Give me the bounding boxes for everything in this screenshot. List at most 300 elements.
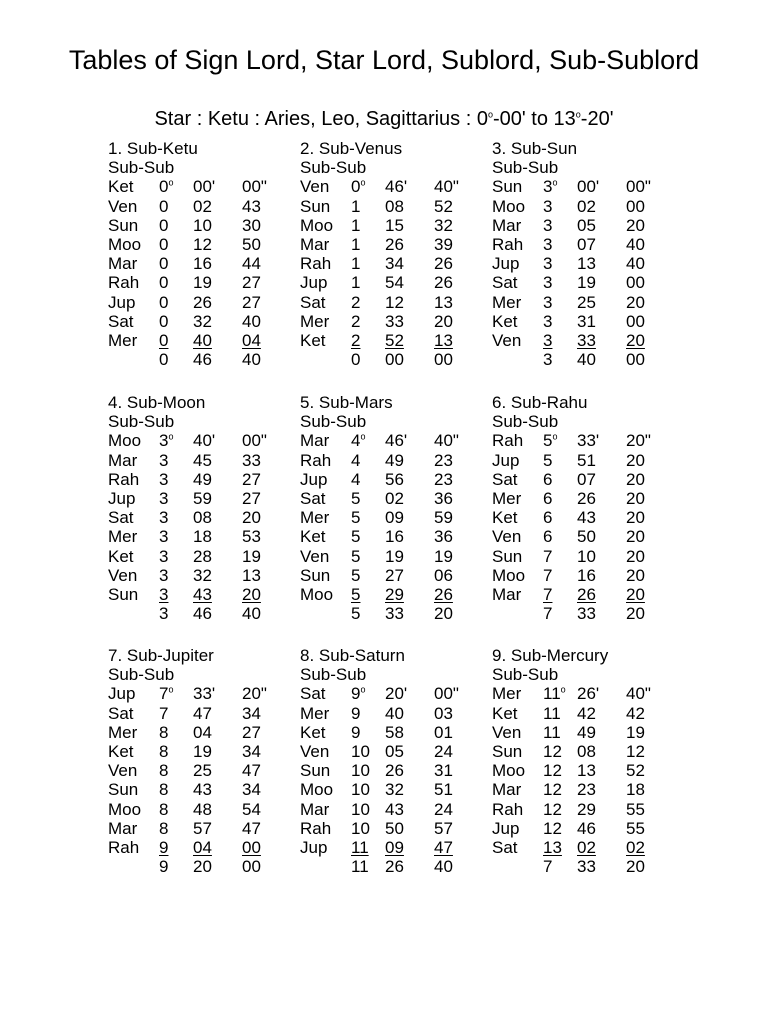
planet-cell: Sun [108,215,139,235]
degrees-cell [159,177,173,196]
table-row [300,293,485,312]
sub-table [108,393,293,623]
table-row [492,780,677,799]
planet-cell: Ven [300,177,330,197]
table-row [492,742,677,761]
seconds-cell: 50 [242,234,261,254]
seconds-cell: 40 [626,254,645,274]
table-row [108,312,293,331]
minutes-cell: 46 [193,350,212,370]
seconds-cell: 12 [626,741,645,761]
degrees-cell: 3 [159,469,169,489]
degrees-cell [351,684,365,703]
minutes-cell: 49 [577,722,596,742]
total-row [300,604,485,623]
seconds-cell: 13 [434,292,453,312]
degrees-cell: 10 [351,761,370,781]
seconds-cell: 23 [434,469,453,489]
table-row [492,331,677,350]
degree-symbol: o [487,109,493,120]
planet-cell: Ven [492,722,522,742]
table-row [492,254,677,273]
planet-cell: Mer [300,311,330,331]
table-row [108,177,293,196]
minutes-cell: 46 [193,604,212,624]
degrees-value: 4 [351,431,361,451]
minutes-cell: 07 [577,469,596,489]
table-row [300,566,485,585]
minutes-cell: 26' [577,684,600,704]
seconds-cell: 20" [242,684,267,704]
planet-cell: Sun [300,761,331,781]
degrees-cell [159,684,173,703]
table-row [108,451,293,470]
degrees-value: 9 [351,684,361,704]
sub-sub-label: Sub-Sub [492,665,559,685]
subtitle-prefix: Star : Ketu : Aries, Leo, Sagittarius : 0 [154,108,488,130]
seconds-cell: 20 [626,450,645,470]
seconds-cell: 13 [242,565,261,585]
minutes-cell: 26 [577,584,596,604]
degrees-cell: 2 [351,311,361,331]
degrees-cell: 5 [351,584,361,604]
minutes-cell: 40 [385,703,404,723]
planet-cell: Jup [492,254,520,274]
minutes-cell: 08 [577,741,596,761]
seconds-cell: 44 [242,254,261,274]
minutes-cell: 33 [577,604,596,624]
seconds-cell: 00 [626,196,645,216]
planet-cell: Moo [108,431,142,451]
minutes-cell: 29 [577,799,596,819]
planet-cell: Mar [108,254,138,274]
seconds-cell: 26 [434,273,453,293]
degrees-cell: 9 [351,722,361,742]
table-row [300,470,485,489]
table-row [108,197,293,216]
planet-cell: Rah [492,431,524,451]
table-row [492,470,677,489]
seconds-cell: 00" [242,431,267,451]
seconds-cell: 20 [242,584,261,604]
table-row [108,742,293,761]
seconds-cell: 40 [434,857,453,877]
seconds-cell: 20 [626,527,645,547]
minutes-cell: 02 [577,196,596,216]
planet-cell: Mar [300,799,330,819]
planet-cell: Jup [492,450,520,470]
degrees-cell: 3 [159,527,169,547]
degrees-cell: 12 [543,761,562,781]
table-row [108,800,293,819]
planet-cell: Ket [108,177,134,197]
minutes-cell: 34 [385,254,404,274]
table-row [108,431,293,450]
table-row [108,331,293,350]
seconds-cell: 51 [434,780,453,800]
table-row [300,254,485,273]
minutes-cell: 43 [577,508,596,528]
minutes-cell: 59 [193,488,212,508]
table-row [300,780,485,799]
minutes-cell: 09 [385,837,404,857]
degrees-cell [351,431,365,450]
table-row [300,585,485,604]
seconds-cell: 59 [434,508,453,528]
planet-cell: Jup [300,837,328,857]
planet-cell: Ket [492,508,518,528]
minutes-cell: 33 [577,330,596,350]
seconds-cell: 40 [242,604,261,624]
degrees-cell: 3 [543,254,553,274]
table-row [492,197,677,216]
sub-table-title: 8. Sub-Saturn [300,646,405,665]
planet-cell: Rah [300,254,332,274]
table-row [108,780,293,799]
seconds-cell: 31 [434,761,453,781]
degrees-cell: 3 [159,508,169,528]
degrees-cell: 0 [159,330,169,350]
minutes-cell: 04 [193,722,212,742]
minutes-cell: 08 [385,196,404,216]
sub-table [492,139,677,369]
minutes-cell: 20' [385,684,408,704]
minutes-cell: 02 [193,196,212,216]
minutes-cell: 19 [193,273,212,293]
planet-cell: Mar [492,780,522,800]
minutes-cell: 00' [577,177,600,197]
sub-table-title: 4. Sub-Moon [108,393,206,412]
sub-table [300,139,485,369]
degrees-cell [159,431,173,450]
degrees-value: 3 [543,177,553,197]
planet-cell: Mer [108,330,138,350]
seconds-cell: 00 [626,311,645,331]
seconds-cell: 39 [434,234,453,254]
table-row [300,761,485,780]
sub-table [300,393,485,623]
seconds-cell: 00 [626,350,645,370]
minutes-cell: 43 [193,584,212,604]
planet-cell: Ven [108,196,138,216]
minutes-cell: 33' [193,684,216,704]
degrees-cell: 11 [543,722,561,742]
degrees-cell: 0 [159,311,169,331]
degrees-cell: 3 [543,215,553,235]
seconds-cell: 00 [242,837,261,857]
seconds-cell: 00 [242,857,261,877]
degrees-value: 3 [159,431,169,451]
planet-cell: Moo [492,761,526,781]
table-row [300,331,485,350]
seconds-cell: 34 [242,703,261,723]
sub-sub-label: Sub-Sub [300,665,367,685]
table-row [300,527,485,546]
minutes-cell: 33' [577,431,600,451]
minutes-cell: 10 [193,215,212,235]
seconds-cell: 02 [626,837,645,857]
planet-cell: Sun [300,196,331,216]
seconds-cell: 13 [434,330,453,350]
degrees-cell: 3 [159,565,169,585]
seconds-cell: 40" [626,684,651,704]
minutes-cell: 45 [193,450,212,470]
seconds-cell: 20 [626,604,645,624]
sub-table-title: 2. Sub-Venus [300,139,403,158]
degree-symbol: o [360,431,366,442]
degrees-cell: 3 [543,234,553,254]
planet-cell: Mar [492,584,522,604]
planet-cell: Moo [108,234,142,254]
seconds-cell: 00 [434,350,453,370]
table-row [300,838,485,857]
minutes-cell: 26 [577,488,596,508]
table-row [108,684,293,703]
table-row [492,838,677,857]
table-row [492,235,677,254]
planet-cell: Mer [492,292,522,312]
sub-table-title: 1. Sub-Ketu [108,139,198,158]
sub-table [300,646,485,876]
degrees-cell: 8 [159,799,169,819]
seconds-cell: 20 [626,469,645,489]
minutes-cell: 02 [385,488,404,508]
table-row [108,254,293,273]
planet-cell: Ven [300,546,330,566]
table-row [492,312,677,331]
degrees-cell: 5 [543,450,553,470]
minutes-cell: 05 [577,215,596,235]
degrees-cell: 9 [351,703,361,723]
planet-cell: Mer [300,703,330,723]
star-subtitle [0,105,768,133]
degrees-cell: 1 [351,196,361,216]
minutes-cell: 27 [385,565,404,585]
minutes-cell: 04 [193,837,212,857]
sub-sub-label: Sub-Sub [108,158,175,178]
degrees-cell [543,177,557,196]
table-row [492,723,677,742]
table-row [108,838,293,857]
sub-table-title: 6. Sub-Rahu [492,393,588,412]
seconds-cell: 00 [626,273,645,293]
sub-sub-label: Sub-Sub [300,158,367,178]
table-row [300,273,485,292]
table-row [300,451,485,470]
minutes-cell: 26 [385,761,404,781]
planet-cell: Rah [108,273,140,293]
subtitle-middle: -00' to 13 [493,108,576,130]
table-row [108,216,293,235]
degrees-cell: 1 [351,273,361,293]
sub-table-title: 3. Sub-Sun [492,139,578,158]
degrees-cell: 9 [159,857,169,877]
planet-cell: Mer [108,722,138,742]
page-title: Tables of Sign Lord, Star Lord, Sublord, Sub-Sublord [68,45,700,75]
seconds-cell: 40" [434,177,459,197]
table-row [108,704,293,723]
table-row [300,819,485,838]
minutes-cell: 05 [385,741,404,761]
table-row [300,216,485,235]
minutes-cell: 54 [385,273,404,293]
seconds-cell: 00" [242,177,267,197]
planet-cell: Rah [108,469,140,489]
degree-symbol: o [552,431,558,442]
planet-cell: Ket [492,703,518,723]
sub-table [492,646,677,876]
minutes-cell: 29 [385,584,404,604]
minutes-cell: 19 [385,546,404,566]
table-row [300,723,485,742]
seconds-cell: 55 [626,799,645,819]
degrees-cell: 7 [543,565,553,585]
minutes-cell: 49 [193,469,212,489]
table-row [492,585,677,604]
planet-cell: Mer [300,508,330,528]
minutes-cell: 25 [193,761,212,781]
degrees-cell: 7 [543,546,553,566]
table-row [300,312,485,331]
degree-symbol: o [168,177,174,188]
table-row [108,723,293,742]
table-row [108,527,293,546]
seconds-cell: 55 [626,818,645,838]
minutes-cell: 50 [385,818,404,838]
table-row [300,508,485,527]
minutes-cell: 48 [193,799,212,819]
planet-cell: Sat [492,273,518,293]
degrees-cell: 5 [351,546,361,566]
minutes-cell: 46 [577,818,596,838]
sub-sub-label: Sub-Sub [492,412,559,432]
minutes-cell: 51 [577,450,596,470]
planet-cell: Ket [300,722,326,742]
planet-cell: Sat [492,469,518,489]
planet-cell: Sat [300,488,326,508]
degrees-cell [351,177,365,196]
degrees-cell: 0 [159,196,169,216]
degrees-value: 0 [159,177,169,197]
seconds-cell: 52 [434,196,453,216]
minutes-cell: 43 [385,799,404,819]
table-row [300,489,485,508]
seconds-cell: 20 [626,488,645,508]
minutes-cell: 56 [385,469,404,489]
seconds-cell: 40 [242,350,261,370]
minutes-cell: 00' [193,177,216,197]
minutes-cell: 28 [193,546,212,566]
seconds-cell: 01 [434,722,453,742]
seconds-cell: 19 [242,546,261,566]
table-row [300,704,485,723]
planet-cell: Ven [492,330,522,350]
seconds-cell: 19 [434,546,453,566]
total-row [108,604,293,623]
planet-cell: Moo [300,780,334,800]
minutes-cell: 12 [385,292,404,312]
seconds-cell: 20 [626,546,645,566]
degree-symbol: o [360,684,366,695]
degrees-cell: 11 [543,703,561,723]
planet-cell: Jup [108,292,136,312]
planet-cell: Rah [492,799,524,819]
degrees-cell: 3 [543,292,553,312]
planet-cell: Mar [492,215,522,235]
table-row [300,800,485,819]
degrees-cell: 8 [159,722,169,742]
degrees-cell: 3 [543,311,553,331]
planet-cell: Sun [492,177,523,197]
planet-cell: Mer [492,488,522,508]
minutes-cell: 12 [193,234,212,254]
minutes-cell: 58 [385,722,404,742]
table-row [108,585,293,604]
sub-table-title: 9. Sub-Mercury [492,646,609,665]
degrees-value: 5 [543,431,553,451]
degrees-cell: 0 [159,292,169,312]
degrees-cell: 12 [543,780,562,800]
degree-symbol: o [360,177,366,188]
seconds-cell: 20 [434,311,453,331]
seconds-cell: 47 [242,761,261,781]
seconds-cell: 20 [434,604,453,624]
minutes-cell: 16 [385,527,404,547]
degrees-cell: 9 [159,837,169,857]
degrees-cell: 5 [351,488,361,508]
degrees-cell: 3 [159,604,169,624]
degrees-cell: 10 [351,799,370,819]
planet-cell: Sun [108,780,139,800]
table-row [108,761,293,780]
seconds-cell: 32 [434,215,453,235]
seconds-cell: 23 [434,450,453,470]
degrees-cell: 7 [159,703,169,723]
seconds-cell: 27 [242,722,261,742]
planet-cell: Rah [108,837,140,857]
minutes-cell: 47 [193,703,212,723]
table-row [492,761,677,780]
seconds-cell: 43 [242,196,261,216]
minutes-cell: 49 [385,450,404,470]
minutes-cell: 16 [577,565,596,585]
minutes-cell: 15 [385,215,404,235]
degrees-cell [543,684,566,703]
total-row [492,857,677,876]
minutes-cell: 32 [385,780,404,800]
table-row [300,684,485,703]
table-row [492,508,677,527]
seconds-cell: 52 [626,761,645,781]
minutes-cell: 52 [385,330,404,350]
degrees-cell: 0 [159,215,169,235]
degrees-cell: 7 [543,857,553,877]
table-row [108,547,293,566]
seconds-cell: 20 [626,508,645,528]
minutes-cell: 40 [577,350,596,370]
degrees-cell: 10 [351,741,370,761]
planet-cell: Moo [492,196,526,216]
minutes-cell: 09 [385,508,404,528]
degrees-cell: 6 [543,508,553,528]
minutes-cell: 46' [385,177,408,197]
degrees-cell [543,431,557,450]
table-row [108,235,293,254]
minutes-cell: 33 [577,857,596,877]
planet-cell: Jup [300,469,328,489]
degrees-cell: 10 [351,780,370,800]
seconds-cell: 20" [626,431,651,451]
